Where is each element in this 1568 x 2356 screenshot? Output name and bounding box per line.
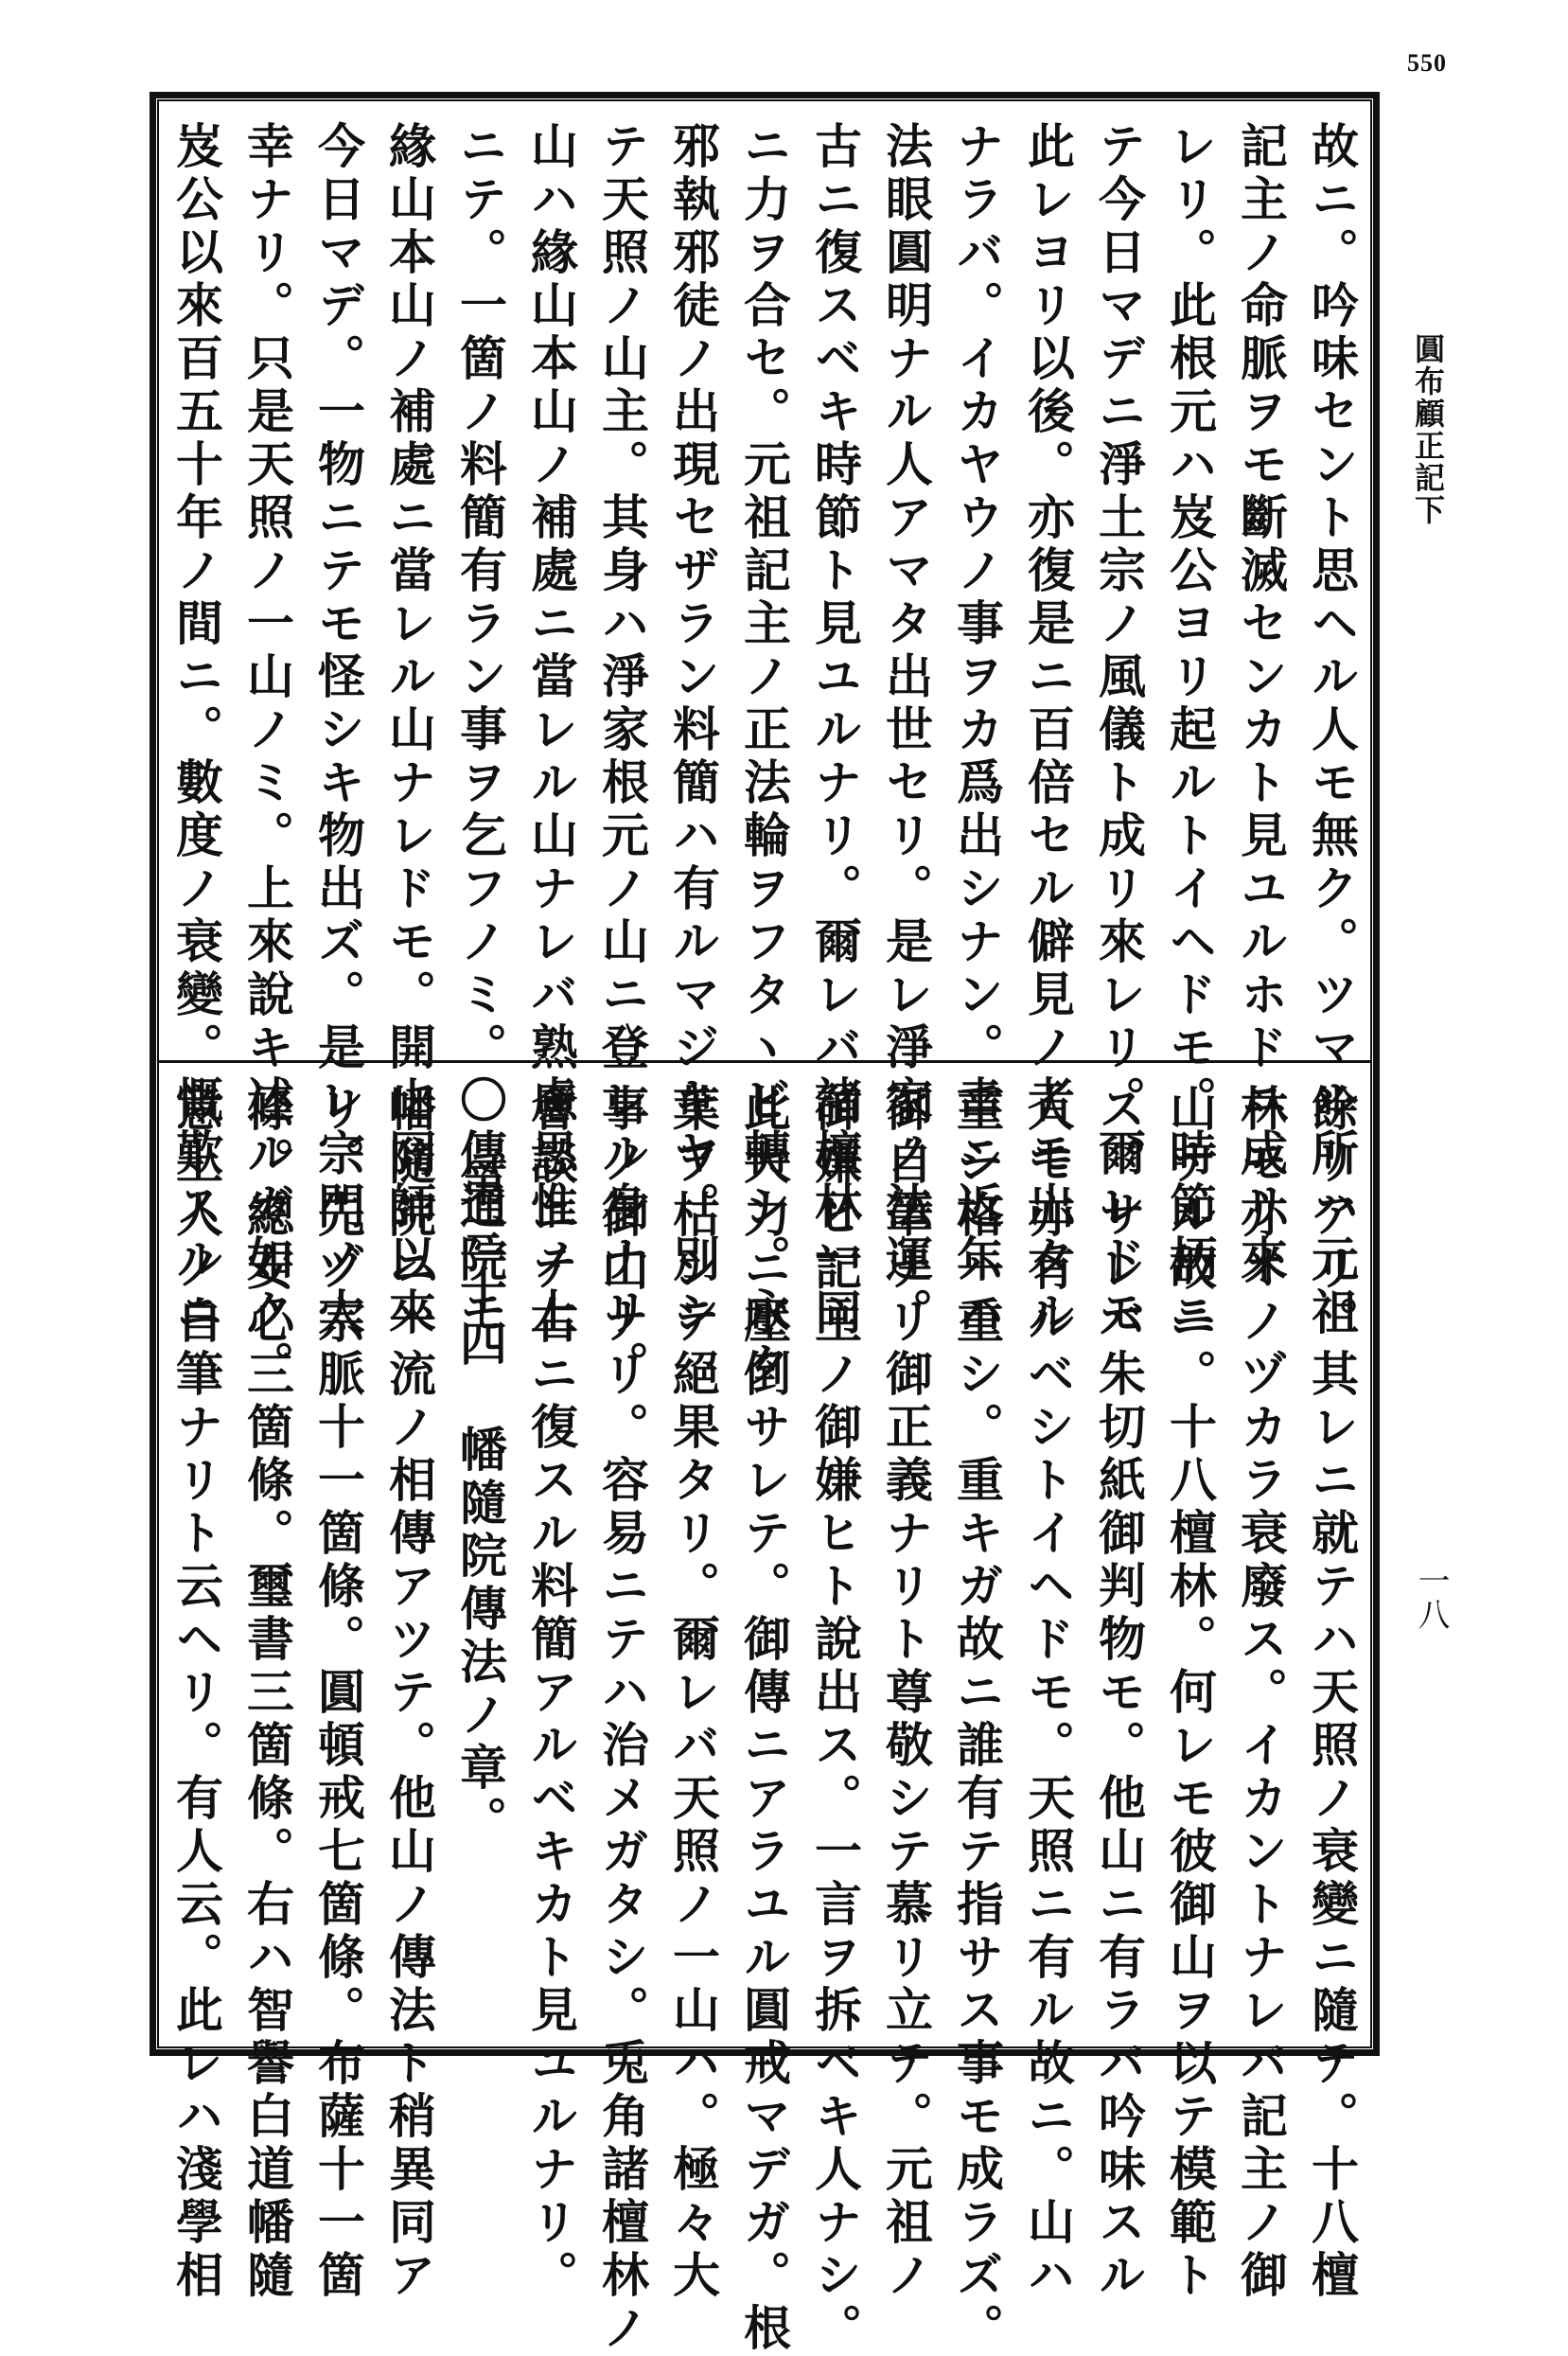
folio-number: 一八 bbox=[1412, 1564, 1450, 1632]
chapter-heading: 第三十四 幡隨院傳法ノ章。 bbox=[452, 1160, 508, 1849]
lower-column: 人モ亦有ルベシトイヘドモ。天照ニ有ル故ニ。山ハ bbox=[1020, 1084, 1076, 2303]
upper-column: 緣山本山ノ補處ニ當レル山ナレドモ。開山冏師以來 bbox=[381, 121, 437, 1340]
running-title: 圓布顧正記下 bbox=[1410, 333, 1446, 526]
upper-column: テ天照ノ山主。其身ハ淨家根元ノ山ニ登レル身ナリ。 bbox=[594, 121, 650, 1393]
lower-column: 餘リアリ。其レニ就テハ天照ノ衰變ニ隨テ。十八檀 bbox=[1304, 1084, 1360, 2303]
lower-column: 御自筆ナリ御正義ナリト尊敬シテ慕リ立テ。元祖ノ bbox=[878, 1084, 934, 2303]
lower-column: 此大力ニ壓倒サレテ。御傳ニアラユル圓戒マデガ。根 bbox=[736, 1084, 792, 2356]
upper-column: 今日マデ。一物ニテモ怪シキ物出ズ。是レ宗門ノ太 bbox=[310, 121, 366, 1340]
lower-column: 條。總安心三箇條。璽書三箇條。右ハ智譽白道幡隨 bbox=[239, 1084, 295, 2303]
upper-column: 幸ナリ。只是天照ノ一山ノミ。上來說キ述ルガ如ク。 bbox=[239, 121, 295, 1393]
upper-column: 岌公以來百五十年ノ間ニ。數度ノ衰變。慨歎スルニ bbox=[168, 121, 224, 1340]
lower-column: 葉ヲ枯シテ絕果タリ。爾レバ天照ノ一山ハ。極々大 bbox=[665, 1084, 721, 2303]
upper-column: テ今日マデニ淨土宗ノ風儀ト成リ來レリ。爾レドモ bbox=[1091, 121, 1147, 1340]
lower-column: ス。サレバ朱切紙御判物モ。他山ニ有ラバ吟味スル bbox=[1091, 1084, 1147, 2303]
upper-column: 古ニ復スベキ時節ト見ユルナリ。爾レバ諸檀林一同 bbox=[807, 121, 863, 1340]
lower-column: 山ナル故ニ。十八檀林。何レモ彼御山ヲ以テ模範ト bbox=[1162, 1084, 1218, 2303]
upper-column: 法眼圓明ナル人アマタ出世セリ。是レ淨家ノ法運。 bbox=[878, 121, 934, 1340]
upper-column: 山ハ緣山本山ノ補處ニ當レル山ナレバ熟慮思惟ノ上 bbox=[523, 121, 579, 1340]
lower-column: 重シ格ハ重シ。重キガ故ニ誰有テ指サス事モ成ラズ。 bbox=[949, 1084, 1005, 2356]
upper-column: 故ニ。吟味セント思ヘル人モ無ク。ツマル所ハ元祖 bbox=[1304, 121, 1360, 1340]
lower-column: 林モ亦オノヅカラ衰廢ス。イカントナレバ記主ノ御 bbox=[1233, 1084, 1289, 2303]
lower-column: リ。先ヅ宗脈十一箇條。圓頓戒七箇條。布薩十一箇 bbox=[310, 1084, 366, 2303]
upper-column: 邪執邪徒ノ出現セザラン料簡ハ有ルマジキヤ。別シ bbox=[665, 121, 721, 1340]
upper-column: レリ。此根元ハ岌公ヨリ起ルトイヘドモ。時節柄ニ bbox=[1162, 121, 1218, 1340]
upper-column: 此レヨリ以後。亦復是ニ百倍セル僻見ノ者モ出タル bbox=[1020, 121, 1076, 1340]
lower-column: 會談ニテ右ニ復スル料簡アルベキカト見ユルナリ。 bbox=[523, 1084, 579, 2303]
upper-column: 記主ノ命脈ヲモ斷滅センカト見ユルホドニ成リ來 bbox=[1233, 121, 1289, 1287]
lower-column: 意上人ノ自筆ナリト云ヘリ。有人云。此レハ淺學相 bbox=[168, 1084, 224, 2303]
upper-column: ニテ。一箇ノ料簡有ラン事ヲ乞フノミ。〇傳通院モ bbox=[452, 121, 508, 1340]
lower-column: 御嫌ヒ記主ノ御嫌ヒト說出ス。一言ヲ拆ベキ人ナシ。 bbox=[807, 1084, 863, 2356]
lower-column: 事ノ御山ナリ。容易ニテハ治メガタシ。兎角諸檀林ノ bbox=[594, 1084, 650, 2356]
upper-column: ニ力ヲ合セ。元祖記主ノ正法輪ヲフタヽビ轉シ。永ク bbox=[736, 121, 792, 1393]
upper-column: ナラバ。イカヤウノ事ヲカ爲出シナン。幸ニ近年ハ bbox=[949, 121, 1005, 1340]
page-number: 550 bbox=[1407, 49, 1447, 77]
lower-column: 幡隨院ニ一流ノ相傳アツテ。他山ノ傳法ト稍異同ア bbox=[381, 1084, 437, 2303]
